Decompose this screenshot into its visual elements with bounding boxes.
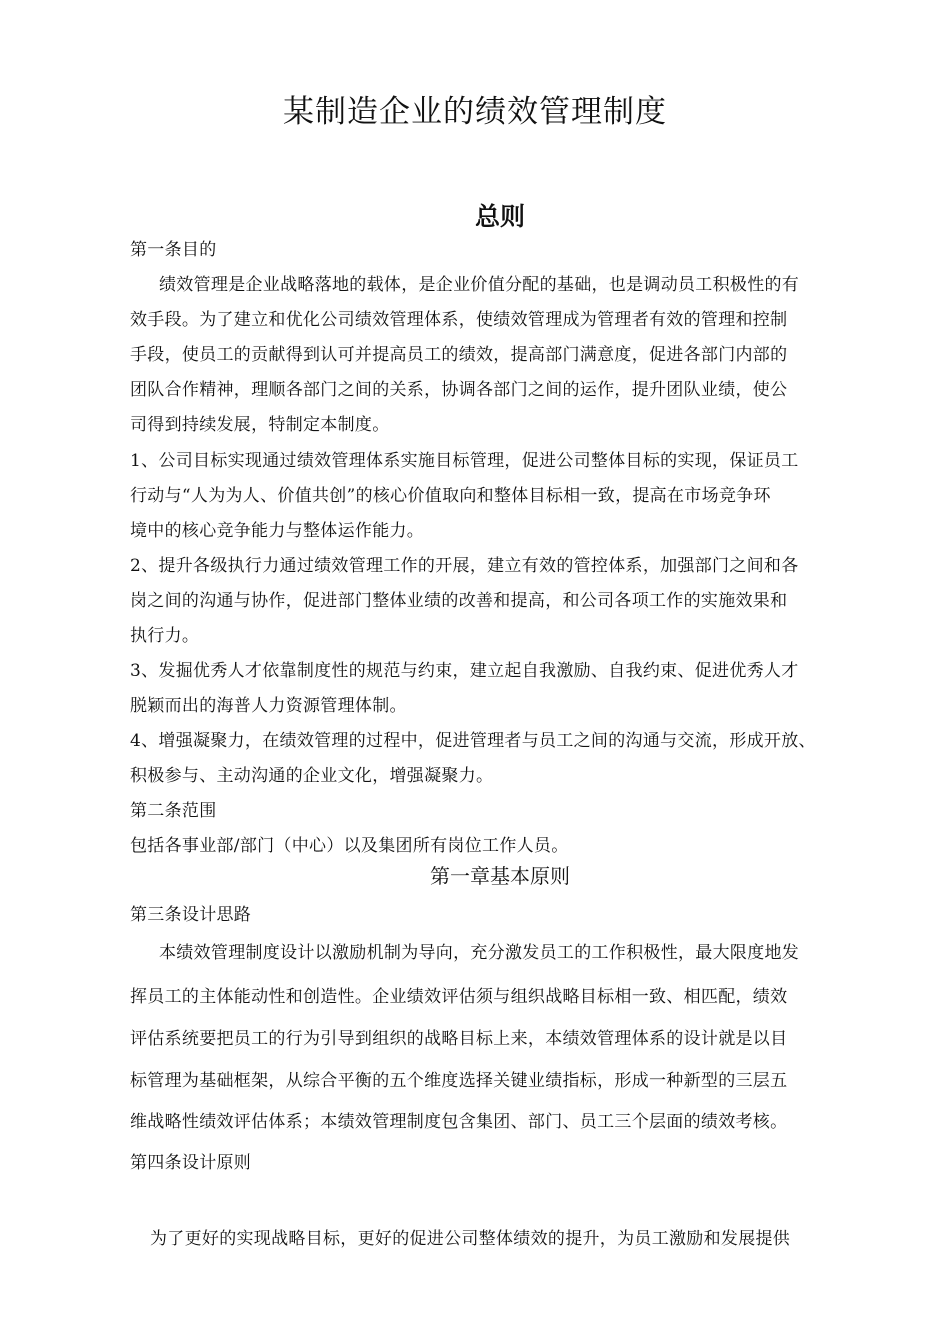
purpose-item-1-line: 境中的核心竞争能力与整体运作能力。 xyxy=(130,521,425,541)
purpose-item-3-line: 脱颖而出的海普人力资源管理体制。 xyxy=(130,696,407,716)
purpose-item-4-line: 积极参与、主动沟通的企业文化，增强凝聚力。 xyxy=(130,766,494,786)
section-title-general: 总则 xyxy=(474,202,525,231)
article2-text: 包括各事业部/部门（中心）以及集团所有岗位工作人员。 xyxy=(130,836,569,856)
article2-heading: 第二条范围 xyxy=(130,801,217,821)
chapter-title: 第一章基本原则 xyxy=(430,864,570,888)
article1-para-line: 团队合作精神，理顺各部门之间的关系，协调各部门之间的运作，提升团队业绩，使公 xyxy=(130,380,788,400)
purpose-item-3-line: 3、发掘优秀人才依靠制度性的规范与约束，建立起自我激励、自我约束、促进优秀人才 xyxy=(130,661,799,681)
article3-para-line: 维战略性绩效评估体系；本绩效管理制度包含集团、部门、员工三个层面的绩效考核。 xyxy=(130,1112,788,1132)
article3-para-line: 本绩效管理制度设计以激励机制为导向，充分激发员工的工作积极性，最大限度地发 xyxy=(159,943,800,963)
article3-heading: 第三条设计思路 xyxy=(130,905,252,925)
article3-para-line: 挥员工的主体能动性和创造性。企业绩效评估须与组织战略目标相一致、相匹配，绩效 xyxy=(130,987,788,1007)
purpose-item-2-line: 2、提升各级执行力通过绩效管理工作的开展，建立有效的管控体系，加强部门之间和各 xyxy=(130,556,799,576)
article1-para-line: 手段，使员工的贡献得到认可并提高员工的绩效，提高部门满意度，促进各部门内部的 xyxy=(130,345,788,365)
article3-para-line: 标管理为基础框架，从综合平衡的五个维度选择关键业绩指标，形成一种新型的三层五 xyxy=(130,1071,788,1091)
article1-para-line: 效手段。为了建立和优化公司绩效管理体系，使绩效管理成为管理者有效的管理和控制 xyxy=(130,310,788,330)
article1-heading: 第一条目的 xyxy=(130,240,217,260)
purpose-item-2-line: 执行力。 xyxy=(130,626,200,646)
article3-para-line: 评估系统要把员工的行为引导到组织的战略目标上来，本绩效管理体系的设计就是以目 xyxy=(130,1029,788,1049)
purpose-item-1-line: 行动与“人为为人、价值共创”的核心价值取向和整体目标相一致，提高在市场竞争环 xyxy=(130,486,771,506)
article4-heading: 第四条设计原则 xyxy=(130,1153,252,1173)
document-title: 某制造企业的绩效管理制度 xyxy=(283,94,667,130)
article1-para-line: 司得到持续发展，特制定本制度。 xyxy=(130,415,390,435)
purpose-item-4-line: 4、增强凝聚力，在绩效管理的过程中，促进管理者与员工之间的沟通与交流，形成开放、 xyxy=(130,731,816,751)
purpose-item-1-line: 1、公司目标实现通过绩效管理体系实施目标管理，促进公司整体目标的实现，保证员工 xyxy=(130,451,799,471)
article1-para-line: 绩效管理是企业战略落地的载体，是企业价值分配的基础，也是调动员工积极性的有 xyxy=(159,275,800,295)
purpose-item-2-line: 岗之间的沟通与协作，促进部门整体业绩的改善和提高，和公司各项工作的实施效果和 xyxy=(130,591,788,611)
article4-para-line: 为了更好的实现战略目标，更好的促进公司整体绩效的提升，为员工激励和发展提供 xyxy=(150,1229,791,1249)
